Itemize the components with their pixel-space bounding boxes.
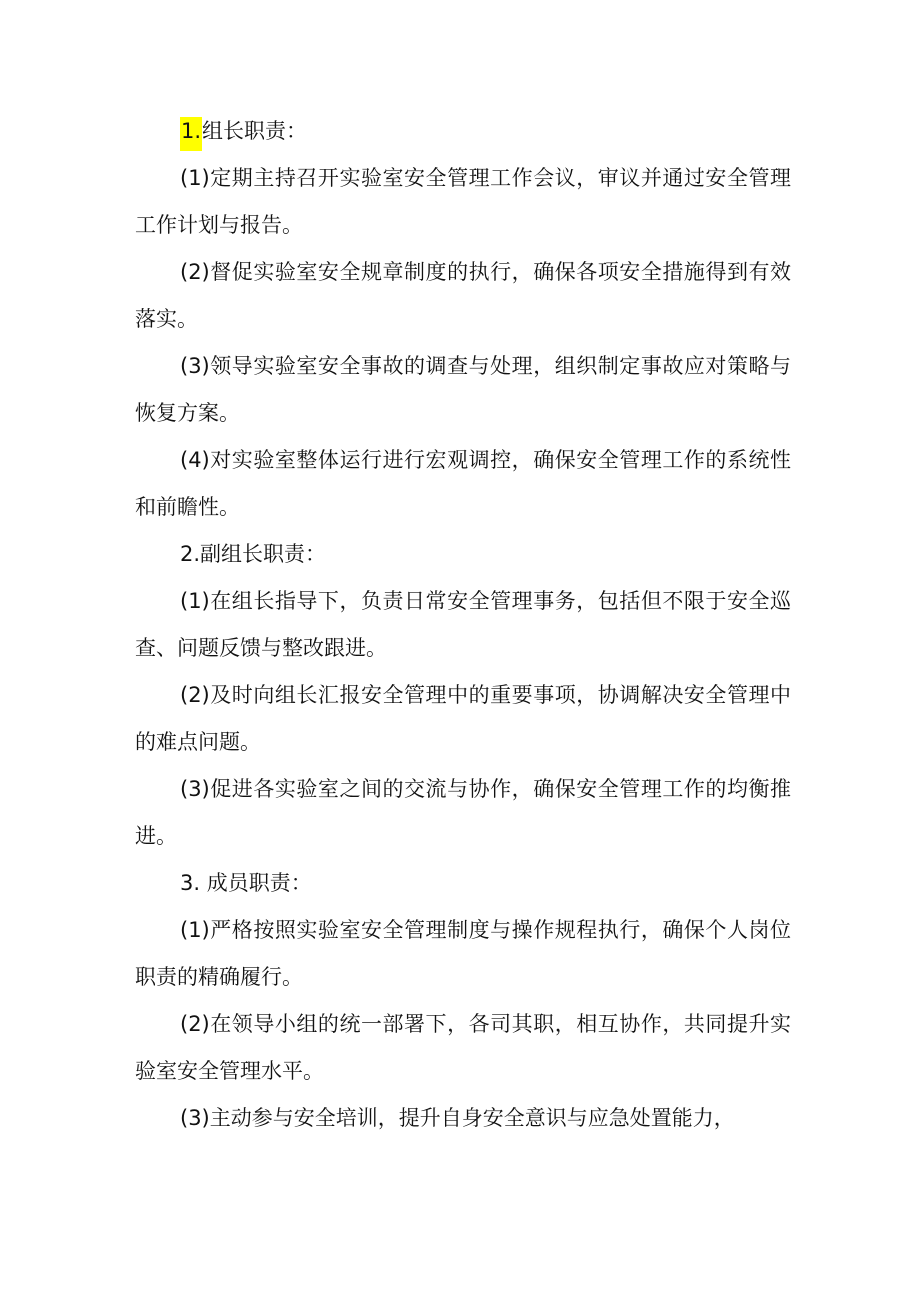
section-title: 成员职责： xyxy=(206,871,312,895)
list-item: (3)主动参与安全培训，提升自身安全意识与应急处置能力， xyxy=(180,1106,735,1130)
section-title: 组长职责： xyxy=(202,119,308,143)
list-item: (3)促进各实验室之间的交流与协作，确保安全管理工作的均衡推进。 xyxy=(135,777,791,848)
section-number: 2. xyxy=(180,542,201,566)
list-item: (1)严格按照实验室安全管理制度与操作规程执行，确保个人岗位职责的精确履行。 xyxy=(135,918,791,989)
section-number: 3. xyxy=(180,871,207,895)
section-title: 副组长职责： xyxy=(200,542,327,566)
section-heading-3 xyxy=(135,860,791,907)
list-item: (3)领导实验室安全事故的调查与处理，组织制定事故应对策略与恢复方案。 xyxy=(135,354,791,425)
section-heading-1 xyxy=(135,108,791,155)
list-item: (1)在组长指导下，负责日常安全管理事务，包括但不限于安全巡查、问题反馈与整改跟进。 xyxy=(135,589,791,660)
section-heading-2 xyxy=(135,531,791,578)
list-item: (2)督促实验室安全规章制度的执行，确保各项安全措施得到有效落实。 xyxy=(135,260,791,331)
list-item: (2)在领导小组的统一部署下，各司其职，相互协作，共同提升实验室安全管理水平。 xyxy=(135,1012,791,1083)
highlighted-section-number: 1. xyxy=(180,117,202,151)
document-body xyxy=(135,108,791,1142)
list-item: (1)定期主持召开实验室安全管理工作会议，审议并通过安全管理工作计划与报告。 xyxy=(135,166,791,237)
list-item: (4)对实验室整体运行进行宏观调控，确保安全管理工作的系统性和前瞻性。 xyxy=(135,448,791,519)
list-item: (2)及时向组长汇报安全管理中的重要事项，协调解决安全管理中的难点问题。 xyxy=(135,683,791,754)
